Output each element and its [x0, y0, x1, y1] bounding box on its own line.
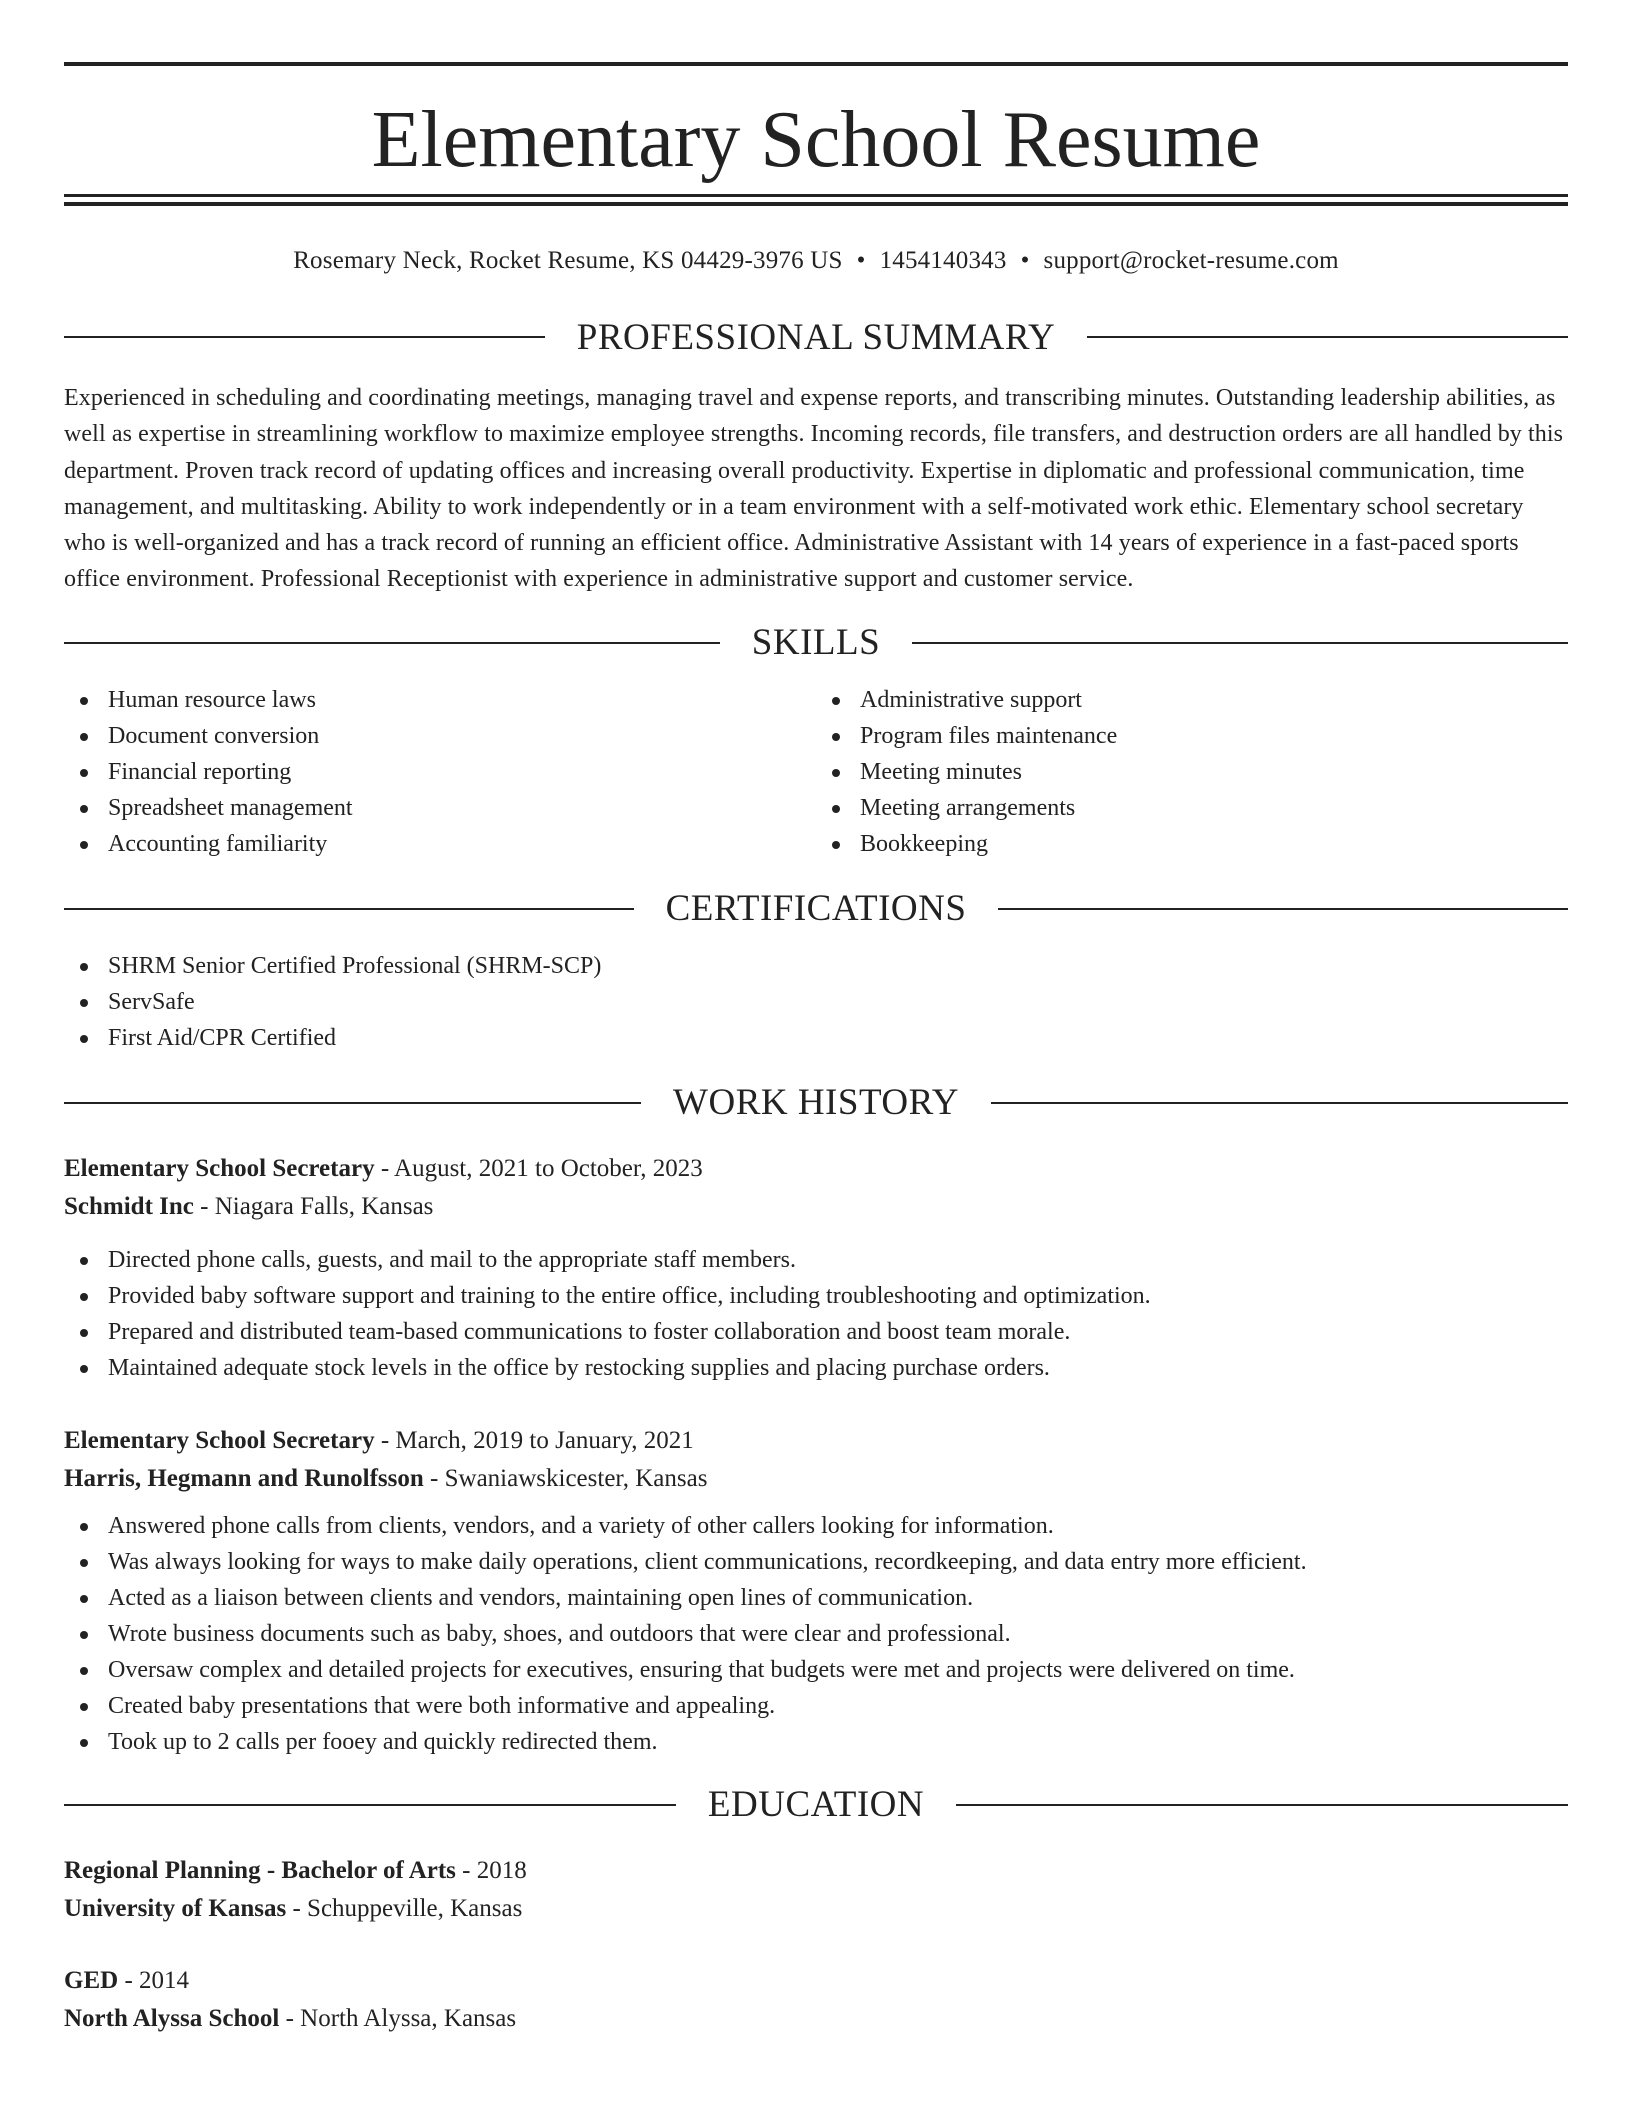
skill-item: Human resource laws	[64, 682, 816, 718]
section-divider	[64, 642, 720, 644]
education-location: - Schuppeville, Kansas	[286, 1894, 523, 1922]
skills-column-right	[816, 682, 1568, 862]
section-divider	[64, 336, 545, 338]
job-company-line	[64, 1188, 1568, 1226]
education-degree: Regional Planning - Bachelor of Arts	[64, 1856, 456, 1884]
section-header-skills	[64, 620, 1568, 666]
section-divider	[64, 908, 634, 910]
skill-item: Bookkeeping	[816, 826, 1568, 862]
contact-separator: •	[1020, 247, 1030, 274]
job-company-line	[64, 1460, 1568, 1498]
skill-item: Financial reporting	[64, 754, 816, 790]
job-duty: Prepared and distributed team-based communications to foster collaboration and boost team morale.	[64, 1314, 1568, 1350]
job-duty: Wrote business documents such as baby, shoes, and outdoors that were clear and professional.	[64, 1616, 1568, 1652]
section-header-work-history	[64, 1080, 1568, 1126]
section-title-education: EDUCATION	[707, 1784, 925, 1826]
certification-item: ServSafe	[64, 984, 1568, 1020]
job-duty: Created baby presentations that were both informative and appealing.	[64, 1688, 1568, 1724]
skill-item: Document conversion	[64, 718, 816, 754]
job-title-line	[64, 1422, 1568, 1460]
education-degree-line	[64, 1852, 1568, 1890]
top-rule	[64, 62, 1568, 66]
job-entry	[64, 1422, 1568, 1760]
job-duty: Acted as a liaison between clients and vendors, maintaining open lines of communication.	[64, 1580, 1568, 1616]
job-duties-list	[64, 1242, 1568, 1386]
education-school-line	[64, 1890, 1568, 1928]
job-duty: Maintained adequate stock levels in the office by restocking supplies and placing purchase orders.	[64, 1350, 1568, 1386]
job-entry	[64, 1150, 1568, 1386]
contact-line	[64, 246, 1568, 276]
contact-separator: •	[856, 247, 866, 274]
skill-item: Meeting minutes	[816, 754, 1568, 790]
section-divider	[956, 1804, 1568, 1806]
section-divider	[912, 642, 1568, 644]
skill-item: Accounting familiarity	[64, 826, 816, 862]
job-company: Schmidt Inc	[64, 1192, 194, 1220]
title-double-rule	[64, 194, 1568, 206]
section-divider	[1087, 336, 1568, 338]
education-school-line	[64, 2000, 1568, 2038]
job-duty: Took up to 2 calls per fooey and quickly redirected them.	[64, 1724, 1568, 1760]
job-duty: Oversaw complex and detailed projects for executives, ensuring that budgets were met and projects were delivered on time.	[64, 1652, 1568, 1688]
summary-paragraph: Experienced in scheduling and coordinating meetings, managing travel and expense reports, and transcribing minutes. Outstanding leadership abilities, as well as expertise in streamlining workflow to maximize employee strengths. Incoming records, file transfers, and destruction orders are all handled by this department. Proven track record of updating offices and increasing overall productivity. Expertise in diplomatic and professional communication, time management, and multitasking. Ability to work independently or in a team environment with a self-motivated work ethic. Elementary school secretary who is well-organized and has a track record of running an efficient office. Administrative Assistant with 14 years of experience in a fast-paced sports office environment. Professional Receptionist with experience in administrative support and customer service.	[64, 385, 1564, 593]
page-title: Elementary School Resume	[371, 96, 1261, 184]
certifications-list	[64, 948, 1568, 1056]
section-header-summary	[64, 314, 1568, 360]
skill-item: Spreadsheet management	[64, 790, 816, 826]
job-title: Elementary School Secretary	[64, 1154, 375, 1182]
contact-address: Rosemary Neck, Rocket Resume, KS 04429-3976 US	[293, 247, 843, 274]
education-entry	[64, 1852, 1568, 1928]
contact-email: support@rocket-resume.com	[1043, 247, 1339, 274]
job-dates: - August, 2021 to October, 2023	[374, 1154, 703, 1182]
job-duty: Directed phone calls, guests, and mail to the appropriate staff members.	[64, 1242, 1568, 1278]
job-duty: Was always looking for ways to make daily operations, client communications, recordkeeping, and data entry more efficient.	[64, 1544, 1568, 1580]
skills-column-left	[64, 682, 816, 862]
section-header-certifications	[64, 886, 1568, 932]
job-company: Harris, Hegmann and Runolfsson	[64, 1464, 424, 1492]
job-location: - Niagara Falls, Kansas	[193, 1192, 434, 1220]
section-divider	[991, 1102, 1568, 1104]
certification-item: First Aid/CPR Certified	[64, 1020, 1568, 1056]
skills-list	[64, 682, 1568, 862]
education-school: University of Kansas	[64, 1894, 287, 1922]
job-title: Elementary School Secretary	[64, 1426, 375, 1454]
education-location: - North Alyssa, Kansas	[279, 2004, 517, 2032]
job-duties-list	[64, 1508, 1568, 1760]
education-school: North Alyssa School	[64, 2004, 280, 2032]
job-dates: - March, 2019 to January, 2021	[374, 1426, 694, 1454]
section-divider	[998, 908, 1568, 910]
section-divider	[64, 1102, 641, 1104]
skill-item: Program files maintenance	[816, 718, 1568, 754]
education-year: - 2014	[118, 1966, 190, 1994]
skill-item: Administrative support	[816, 682, 1568, 718]
section-title-work-history: WORK HISTORY	[673, 1082, 959, 1124]
section-title-skills: SKILLS	[751, 622, 881, 664]
certification-item: SHRM Senior Certified Professional (SHRM-SCP)	[64, 948, 1568, 984]
section-header-education	[64, 1782, 1568, 1828]
education-degree: GED	[64, 1966, 119, 1994]
skill-item: Meeting arrangements	[816, 790, 1568, 826]
education-year: - 2018	[455, 1856, 527, 1884]
job-duty: Answered phone calls from clients, vendors, and a variety of other callers looking for information.	[64, 1508, 1568, 1544]
section-divider	[64, 1804, 676, 1806]
section-title-summary: PROFESSIONAL SUMMARY	[576, 316, 1056, 358]
education-entry	[64, 1962, 1568, 2038]
education-degree-line	[64, 1962, 1568, 2000]
contact-phone: 1454140343	[879, 247, 1007, 274]
job-location: - Swaniawskicester, Kansas	[423, 1464, 708, 1492]
job-title-line	[64, 1150, 1568, 1188]
job-duty: Provided baby software support and training to the entire office, including troubleshooting and optimization.	[64, 1278, 1568, 1314]
section-title-certifications: CERTIFICATIONS	[665, 888, 967, 930]
